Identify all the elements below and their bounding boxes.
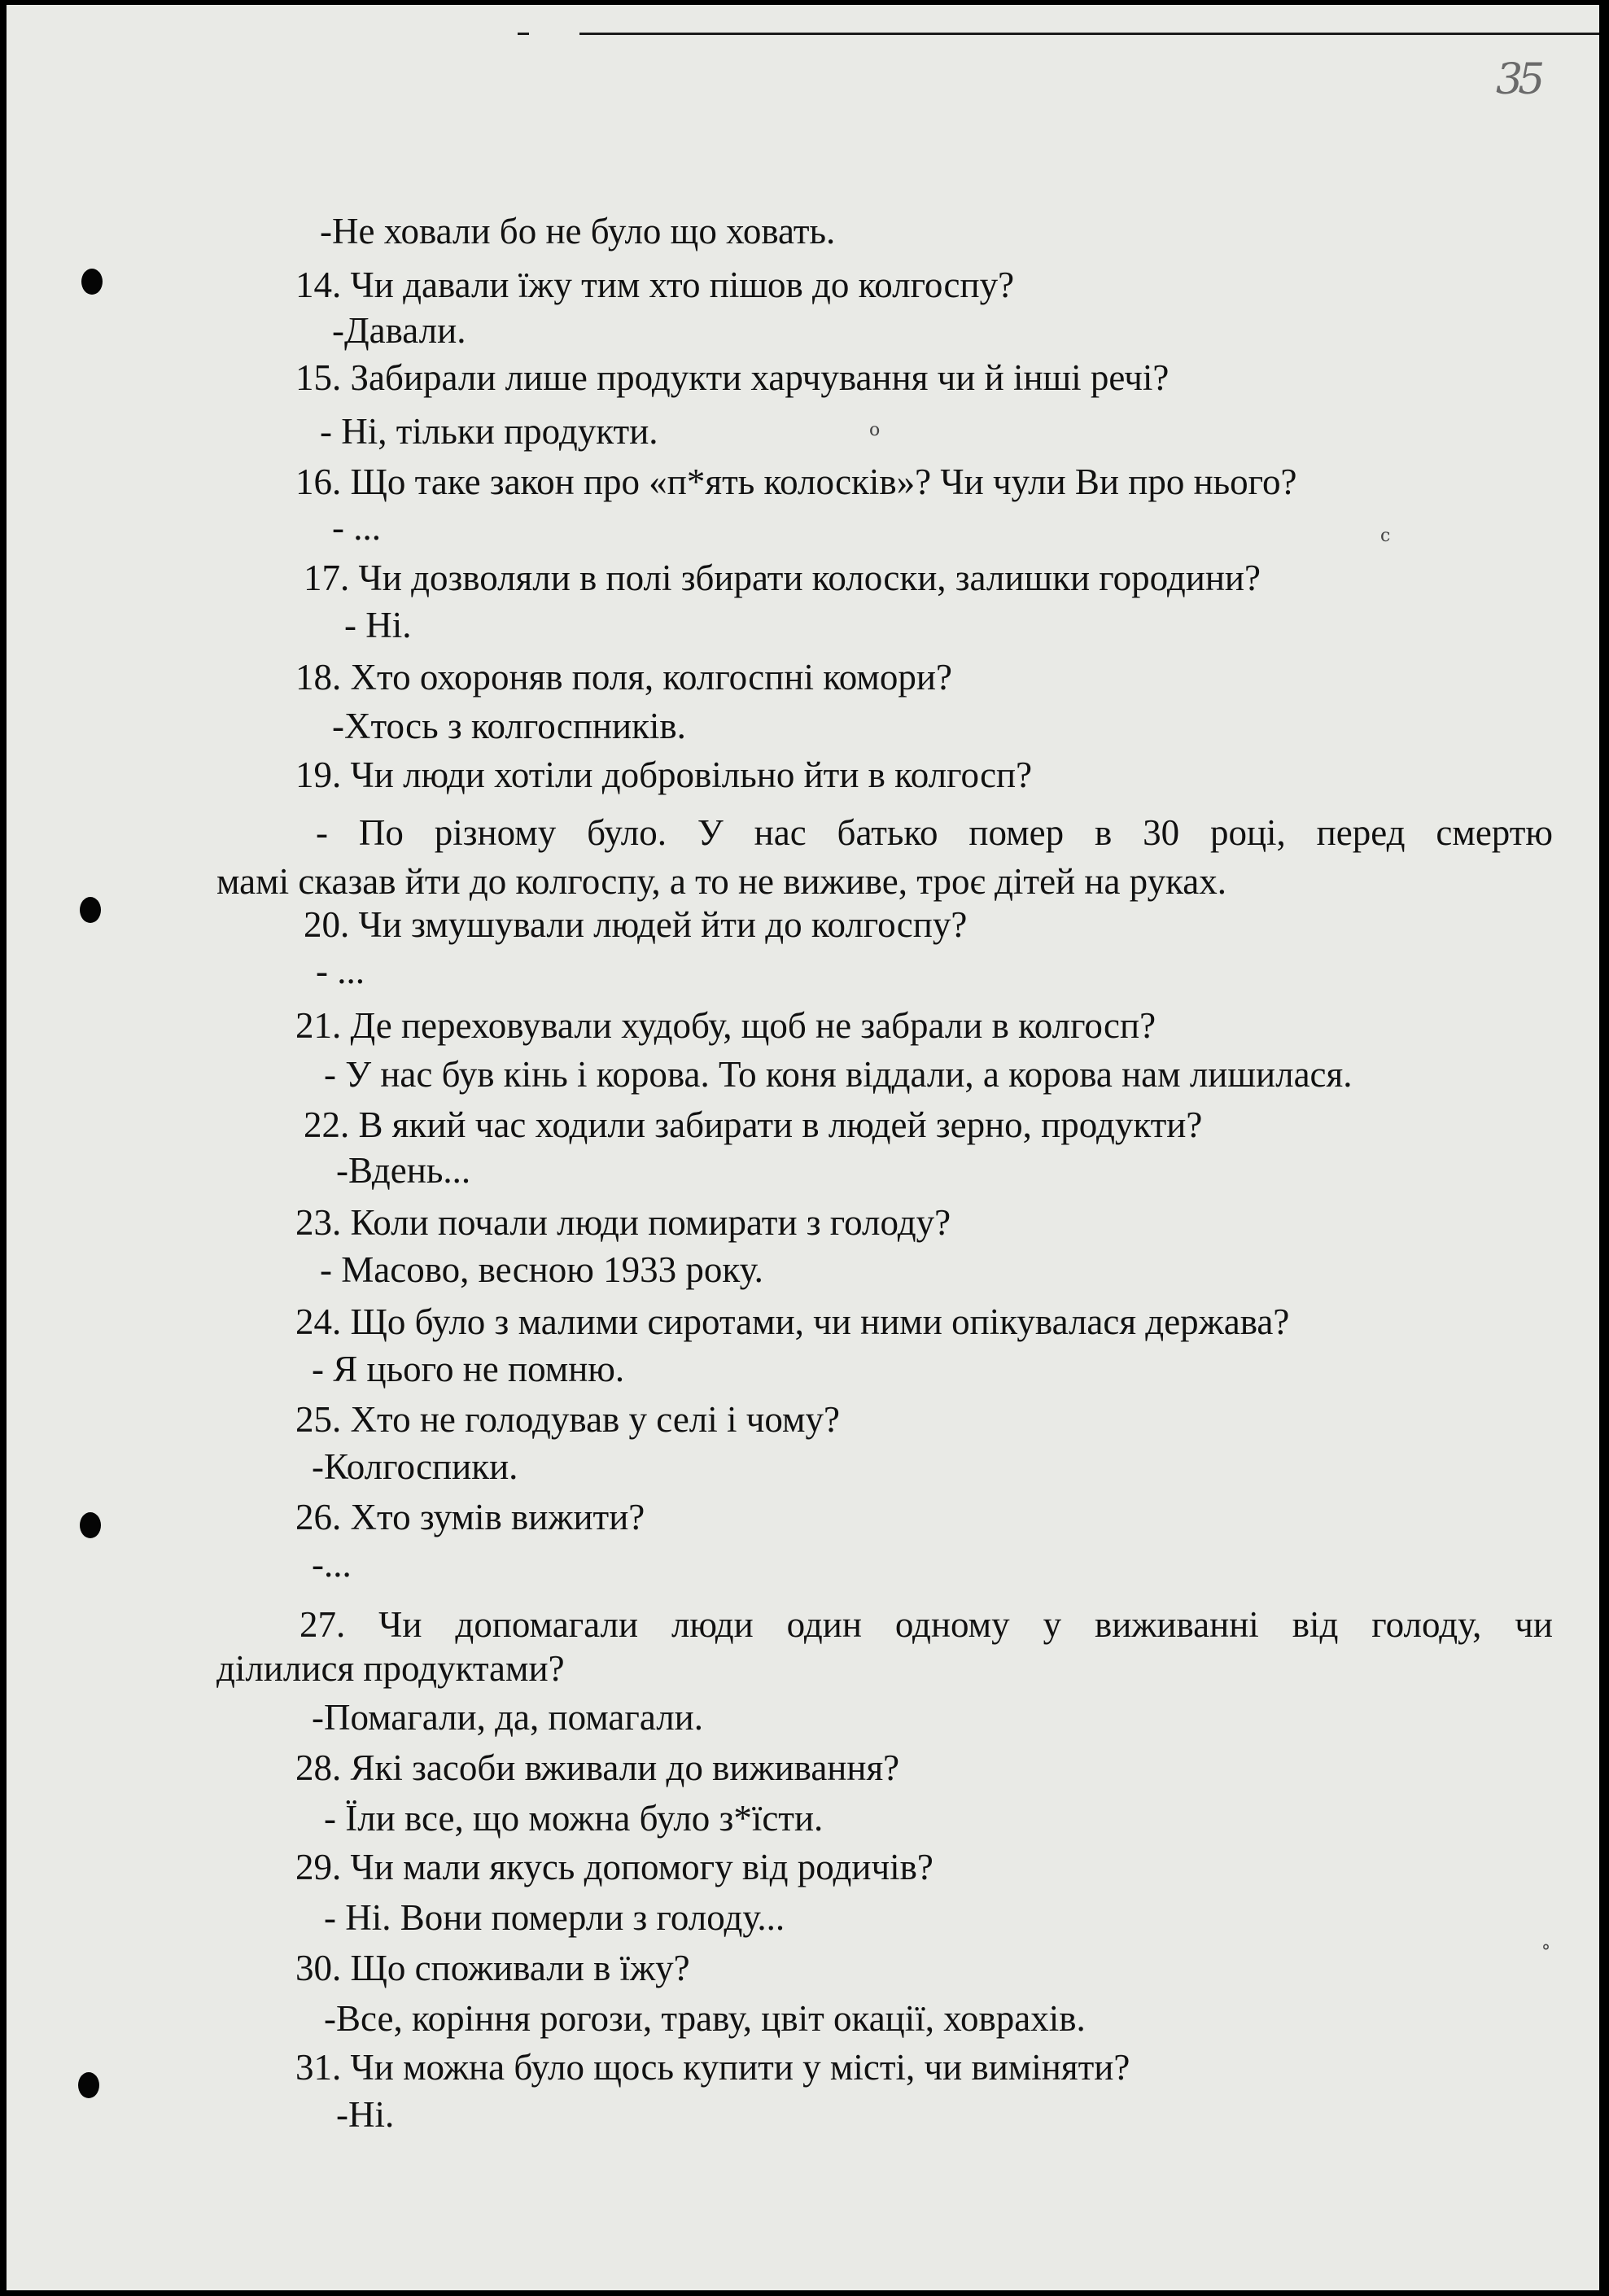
question-line: ділилися продуктами? [216, 1648, 565, 1689]
answer-line: -Хтось з колгоспників. [332, 706, 686, 746]
answer-line: - По різному було. У нас батько помер в 30 році, перед смертю [316, 812, 1553, 853]
answer-line: -Помагали, да, помагали. [312, 1697, 703, 1738]
question-line: 21. Де переховували худобу, щоб не забрали в колгосп? [295, 1005, 1156, 1046]
question-line: 18. Хто охороняв поля, колгоспні комори? [295, 657, 952, 698]
question-line: 16. Що таке закон про «п*ять колосків»? Чи чули Ви про нього? [295, 461, 1297, 502]
text-line: -Не ховали бо не було що ховать. [320, 211, 836, 251]
document-page [7, 5, 1599, 2290]
top-rule [579, 33, 1599, 35]
answer-line: - У нас був кінь і корова. То коня віддали, а корова нам лишилася. [324, 1054, 1353, 1095]
punch-hole [81, 269, 103, 295]
answer-line: - ... [332, 507, 381, 548]
question-line: 17. Чи дозволяли в полі збирати колоски, залишки городини? [304, 558, 1261, 598]
question-line: 24. Що було з малими сиротами, чи ними опікувалася держава? [295, 1301, 1290, 1342]
answer-line: -Все, коріння рогози, траву, цвіт окації, ховрахів. [324, 1998, 1086, 2039]
answer-line: мамі сказав йти до колгоспу, а то не виживе, троє дітей на руках. [216, 861, 1226, 902]
question-line: 31. Чи можна було щось купити у місті, чи виміняти? [295, 2047, 1130, 2088]
answer-line: -Колгоспики. [312, 1446, 518, 1487]
question-line: 27. Чи допомагали люди один одному у виживанні від голоду, чи [300, 1604, 1553, 1645]
punch-hole [80, 897, 101, 923]
question-line: 20. Чи змушували людей йти до колгоспу? [304, 904, 968, 945]
answer-line: -... [312, 1544, 352, 1585]
question-line: 15. Забирали лише продукти харчування чи й інші речі? [295, 357, 1170, 398]
answer-line: -Вдень... [336, 1150, 471, 1191]
question-line: 28. Які засоби вживали до виживання? [295, 1747, 900, 1788]
question-line: 25. Хто не голодував у селі і чому? [295, 1399, 840, 1440]
pen-mark: o [869, 420, 881, 440]
question-line: 23. Коли почали люди помирати з голоду? [295, 1202, 951, 1243]
page-number: 35 [1496, 55, 1541, 104]
answer-line: -Ні. [336, 2094, 395, 2135]
punch-hole [80, 1512, 101, 1538]
answer-line: -Давали. [332, 310, 466, 351]
top-rule-short [518, 33, 529, 35]
question-line: 30. Що споживали в їжу? [295, 1948, 690, 1988]
answer-line: - Ні, тільки продукти. [320, 411, 658, 452]
question-line: 19. Чи люди хотіли добровільно йти в колгосп? [295, 754, 1033, 795]
question-line: 26. Хто зумів вижити? [295, 1497, 645, 1537]
answer-line: - Ні. [344, 605, 412, 645]
answer-line: - Їли все, що можна було з*їсти. [324, 1798, 824, 1839]
answer-line: - Я цього не помню. [312, 1349, 625, 1389]
pen-mark: ° [1541, 1942, 1550, 1962]
punch-hole [78, 2072, 99, 2098]
question-line: 29. Чи мали якусь допомогу від родичів? [295, 1847, 933, 1887]
question-line: 14. Чи давали їжу тим хто пішов до колгоспу? [295, 265, 1015, 305]
answer-line: - ... [316, 951, 365, 991]
answer-line: - Масово, весною 1933 року. [320, 1249, 763, 1290]
pen-mark: c [1380, 526, 1391, 546]
answer-line: - Ні. Вони померли з голоду... [324, 1897, 785, 1938]
question-line: 22. В який час ходили забирати в людей зерно, продукти? [304, 1104, 1203, 1145]
